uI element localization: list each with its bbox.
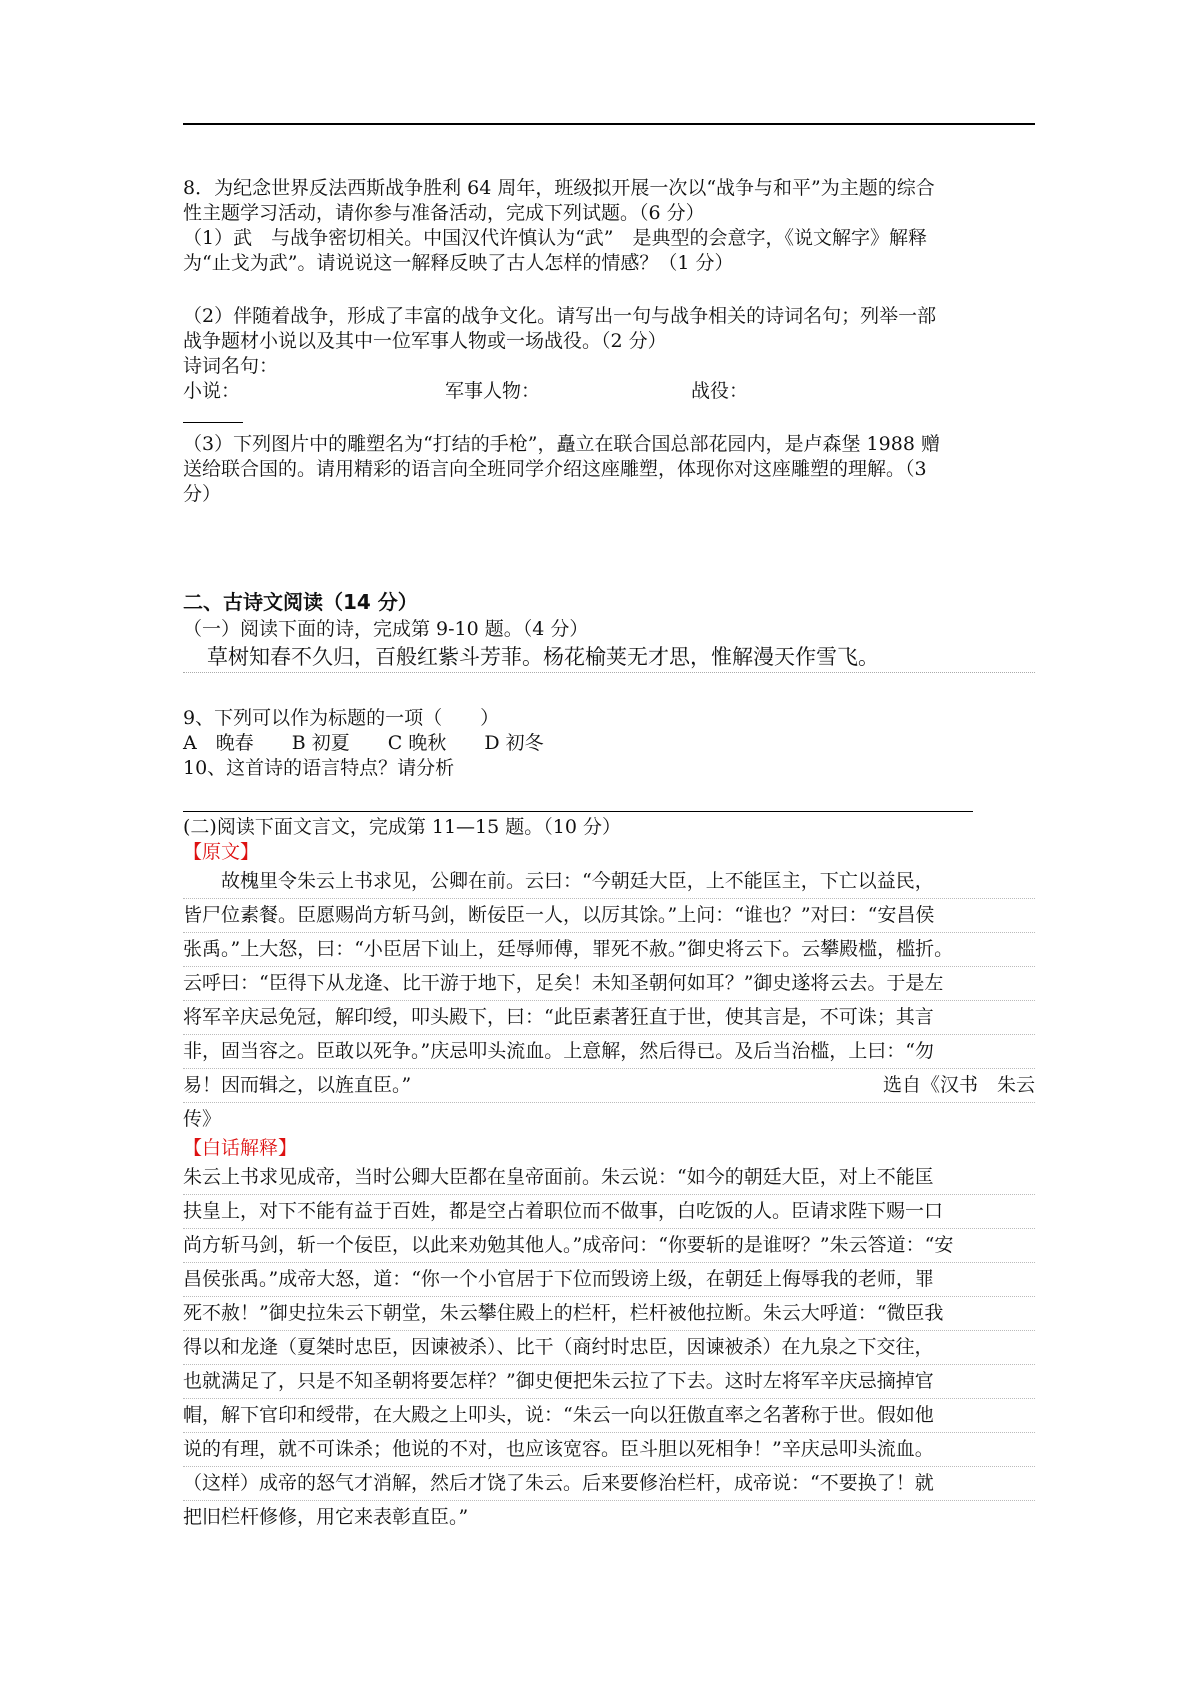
source-citation: 选自《汉书 朱云	[882, 1074, 1035, 1096]
poem-label: 诗词名句：	[183, 355, 279, 377]
answer-space	[183, 276, 1035, 304]
novel-label: 小说：	[183, 380, 241, 402]
original-last-line	[183, 1069, 1035, 1103]
option-a: A 晚春	[183, 732, 254, 754]
q8-stem-line-1: 8．为纪念世界反法西斯战争胜利 64 周年，班级拟开展一次以“战争与和平”为主题的综合	[183, 177, 935, 199]
option-b: B 初夏	[291, 732, 350, 754]
section-2	[183, 590, 1035, 673]
classical-text-section	[183, 815, 1035, 1534]
q8-sub3-line-3: 分）	[183, 483, 222, 505]
q8-stem-line-2: 性主题学习活动，请你参与准备活动，完成下列试题。（6 分）	[183, 202, 705, 224]
original-line: 云呼曰：“臣得下从龙逄、比干游于地下，足矣！未知圣朝何如耳？”御史遂将云去。于是左	[183, 967, 1035, 1001]
q8-sub1-line-2: 为“止戈为武”。请说说这一解释反映了古人怎样的情感？（1 分）	[183, 252, 734, 274]
original-line: 皆尸位素餐。臣愿赐尚方斩马剑，断佞臣一人，以厉其馀。”上问：“谁也？”对曰：“安昌侯	[183, 899, 1035, 933]
part-1-intro: （一）阅读下面的诗，完成第 9-10 题。（4 分）	[183, 618, 589, 640]
q8-sub1-line-1: （1）武 与战争密切相关。中国汉代许慎认为“武” 是典型的会意字，《说文解字》解释	[183, 227, 928, 249]
vernacular-line: 把旧栏杆修修，用它来表彰直臣。”	[183, 1506, 469, 1528]
vernacular-line: 朱云上书求见成帝，当时公卿大臣都在皇帝面前。朱云说：“如今的朝廷大臣，对上不能匡	[183, 1161, 1035, 1195]
vernacular-line: 说的有理，就不可诛杀；他说的不对，也应该宽容。臣斗胆以死相争！”辛庆忌叩头流血。	[183, 1433, 1035, 1467]
vernacular-line: （这样）成帝的怒气才消解，然后才饶了朱云。后来要修治栏杆，成帝说：“不要换了！就	[183, 1467, 1035, 1501]
header-rule	[183, 123, 1035, 125]
q8-sub2-line-2: 战争题材小说以及其中一位军事人物或一场战役。（2 分）	[183, 330, 667, 352]
q9-options	[183, 731, 1035, 756]
part-2-intro: (二)阅读下面文言文，完成第 11—15 题。（10 分）	[183, 816, 621, 838]
q8-sub3-line-2: 送给联合国的。请用精彩的语言向全班同学介绍这座雕塑，体现你对这座雕塑的理解。（3	[183, 458, 927, 480]
answer-line	[183, 811, 973, 812]
vernacular-line: 尚方斩马剑，斩一个佞臣，以此来劝勉其他人。”成帝问：“你要斩的是谁呀？”朱云答道：“安	[183, 1229, 1035, 1263]
original-line: 将军辛庆忌免冠，解印绶，叩头殿下，曰：“此臣素著狂直于世，使其言是，不可诛；其言	[183, 1001, 1035, 1035]
question-9-10	[183, 706, 1035, 781]
military-figure-label: 军事人物：	[445, 380, 541, 402]
source-citation-end: 传》	[183, 1108, 222, 1130]
q8-sub3-line-1: （3）下列图片中的雕塑名为“打结的手枪”，矗立在联合国总部花园内，是卢森堡 1988 赠	[183, 433, 940, 455]
original-line: 张禹。”上大怒，曰：“小臣居下讪上，廷辱师傅，罪死不赦。”御史将云下。云攀殿槛，槛折。	[183, 933, 1035, 967]
vernacular-label: 【白话解释】	[183, 1137, 298, 1159]
question-8	[183, 176, 1035, 507]
original-line: 易！因而辑之，以旌直臣。”	[183, 1074, 412, 1096]
option-d: D 初冬	[484, 732, 544, 754]
answer-blank	[183, 404, 243, 423]
original-text	[183, 865, 1035, 1136]
battle-label: 战役：	[691, 380, 749, 402]
blank-row	[183, 404, 1035, 432]
vernacular-line: 扶皇上，对下不能有益于百姓，都是空占着职位而不做事，白吃饭的人。臣请求陛下赐一口	[183, 1195, 1035, 1229]
vernacular-text	[183, 1161, 1035, 1534]
vernacular-line: 得以和龙逄（夏桀时忠臣，因谏被杀）、比干（商纣时忠臣，因谏被杀）在九泉之下交往，	[183, 1331, 1035, 1365]
vernacular-line: 也就满足了，只是不知圣朝将要怎样？”御史便把朱云拉了下去。这时左将军辛庆忌摘掉官	[183, 1365, 1035, 1399]
option-c: C 晚秋	[387, 732, 447, 754]
q9-stem: 9、下列可以作为标题的一项（ ）	[183, 707, 500, 729]
novel-row	[183, 379, 1035, 404]
section-heading: 二、古诗文阅读（14 分）	[183, 590, 418, 614]
poem-text: 草树知春不久归，百般红紫斗芳菲。杨花榆荚无才思，惟解漫天作雪飞。	[183, 642, 1035, 673]
vernacular-line: 帽，解下官印和绶带，在大殿之上叩头，说：“朱云一向以狂傲直率之名著称于世。假如他	[183, 1399, 1035, 1433]
original-line: 非，固当容之。臣敢以死争。”庆忌叩头流血。上意解，然后得已。及后当治槛，上曰：“勿	[183, 1035, 1035, 1069]
q10-stem: 10、这首诗的语言特点？请分析	[183, 757, 455, 779]
vernacular-line: 死不赦！”御史拉朱云下朝堂，朱云攀住殿上的栏杆，栏杆被他拉断。朱云大呼道：“微臣我	[183, 1297, 1035, 1331]
original-line: 故槐里令朱云上书求见，公卿在前。云曰：“今朝廷大臣，上不能匡主，下亡以益民，	[183, 865, 1035, 899]
original-label: 【原文】	[183, 841, 260, 863]
vernacular-line: 昌侯张禹。”成帝大怒，道：“你一个小官居于下位而毁谤上级，在朝廷上侮辱我的老师，罪	[183, 1263, 1035, 1297]
q8-sub2-line-1: （2）伴随着战争，形成了丰富的战争文化。请写出一句与战争相关的诗词名句；列举一部	[183, 305, 937, 327]
